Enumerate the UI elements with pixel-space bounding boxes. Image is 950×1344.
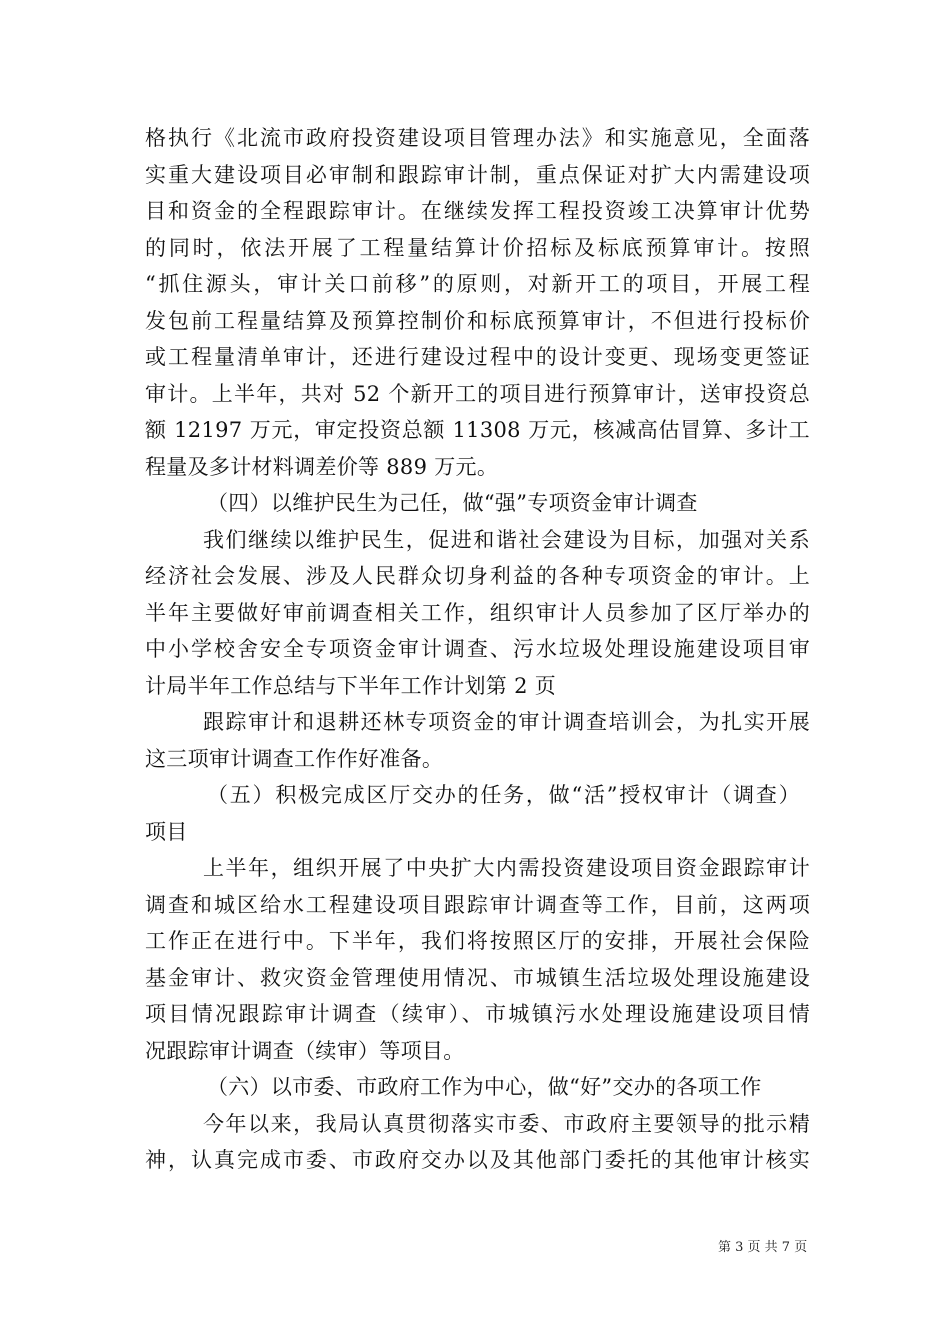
section-heading: （四）以维护民生为己任，做“强”专项资金审计调查 bbox=[207, 491, 698, 515]
text-line: 计局半年工作总结与下半年工作计划第 2 页 bbox=[145, 673, 557, 698]
section-heading-continuation: 项目 bbox=[145, 819, 188, 844]
text-line: 基金审计、救灾资金管理使用情况、市城镇生活垃圾处理设施建设 bbox=[145, 965, 810, 990]
text-line: 目和资金的全程跟踪审计。在继续发挥工程投资竣工决算审计优势 bbox=[145, 199, 810, 223]
text-line: 中小学校舍安全专项资金审计调查、污水垃圾处理设施建设项目审 bbox=[145, 637, 810, 661]
text-line: 跟踪审计和退耕还林专项资金的审计调查培训会，为扎实开展 bbox=[203, 710, 810, 734]
text-line: 的同时，依法开展了工程量结算计价招标及标底预算审计。按照 bbox=[145, 235, 810, 260]
body-text bbox=[145, 120, 810, 1179]
text-line: 今年以来，我局认真贯彻落实市委、市政府主要领导的批示精 bbox=[203, 1111, 810, 1136]
text-line: 半年主要做好审前调查相关工作，组织审计人员参加了区厅举办的 bbox=[145, 600, 810, 625]
text-line: 我们继续以维护民生，促进和谐社会建设为目标，加强对关系 bbox=[203, 527, 810, 552]
page-number-footer: 第 3 页 共 7 页 bbox=[718, 1240, 808, 1255]
text-line: 调查和城区给水工程建设项目跟踪审计调查等工作，目前，这两项 bbox=[145, 892, 810, 917]
text-line: 实重大建设项目必审制和跟踪审计制，重点保证对扩大内需建设项 bbox=[145, 162, 810, 187]
text-line: 或工程量清单审计，还进行建设过程中的设计变更、现场变更签证 bbox=[145, 345, 810, 369]
text-line: 发包前工程量结算及预算控制价和标底预算审计，不但进行投标价 bbox=[145, 308, 810, 333]
text-line: 工作正在进行中。下半年，我们将按照区厅的安排，开展社会保险 bbox=[145, 929, 810, 953]
text-line: 项目情况跟踪审计调查（续审）、市城镇污水处理设施建设项目情 bbox=[145, 1002, 810, 1026]
text-line: 上半年，组织开展了中央扩大内需投资建设项目资金跟踪审计 bbox=[203, 856, 810, 880]
text-line: 神，认真完成市委、市政府交办以及其他部门委托的其他审计核实 bbox=[145, 1148, 810, 1172]
text-line: 格执行《北流市政府投资建设项目管理办法》和实施意见，全面落 bbox=[145, 126, 810, 150]
text-line: 况跟踪审计调查（续审）等项目。 bbox=[145, 1038, 465, 1063]
text-line: 经济社会发展、涉及人民群众切身利益的各种专项资金的审计。上 bbox=[145, 564, 810, 588]
text-line: 这三项审计调查工作作好准备。 bbox=[145, 746, 444, 771]
section-heading: （六）以市委、市政府工作为中心，做“好”交办的各项工作 bbox=[207, 1075, 762, 1099]
text-line: 额 12197 万元，审定投资总额 11308 万元，核减高估冒算、多计工 bbox=[145, 418, 810, 442]
text-line: “抓住源头，审计关口前移”的原则，对新开工的项目，开展工程 bbox=[145, 272, 810, 296]
text-line: 审计。上半年，共对 52 个新开工的项目进行预算审计，送审投资总 bbox=[145, 381, 810, 406]
text-line: 程量及多计材料调差价等 889 万元。 bbox=[145, 454, 499, 479]
section-heading: （五）积极完成区厅交办的任务，做“活”授权审计（调查） bbox=[207, 783, 800, 807]
